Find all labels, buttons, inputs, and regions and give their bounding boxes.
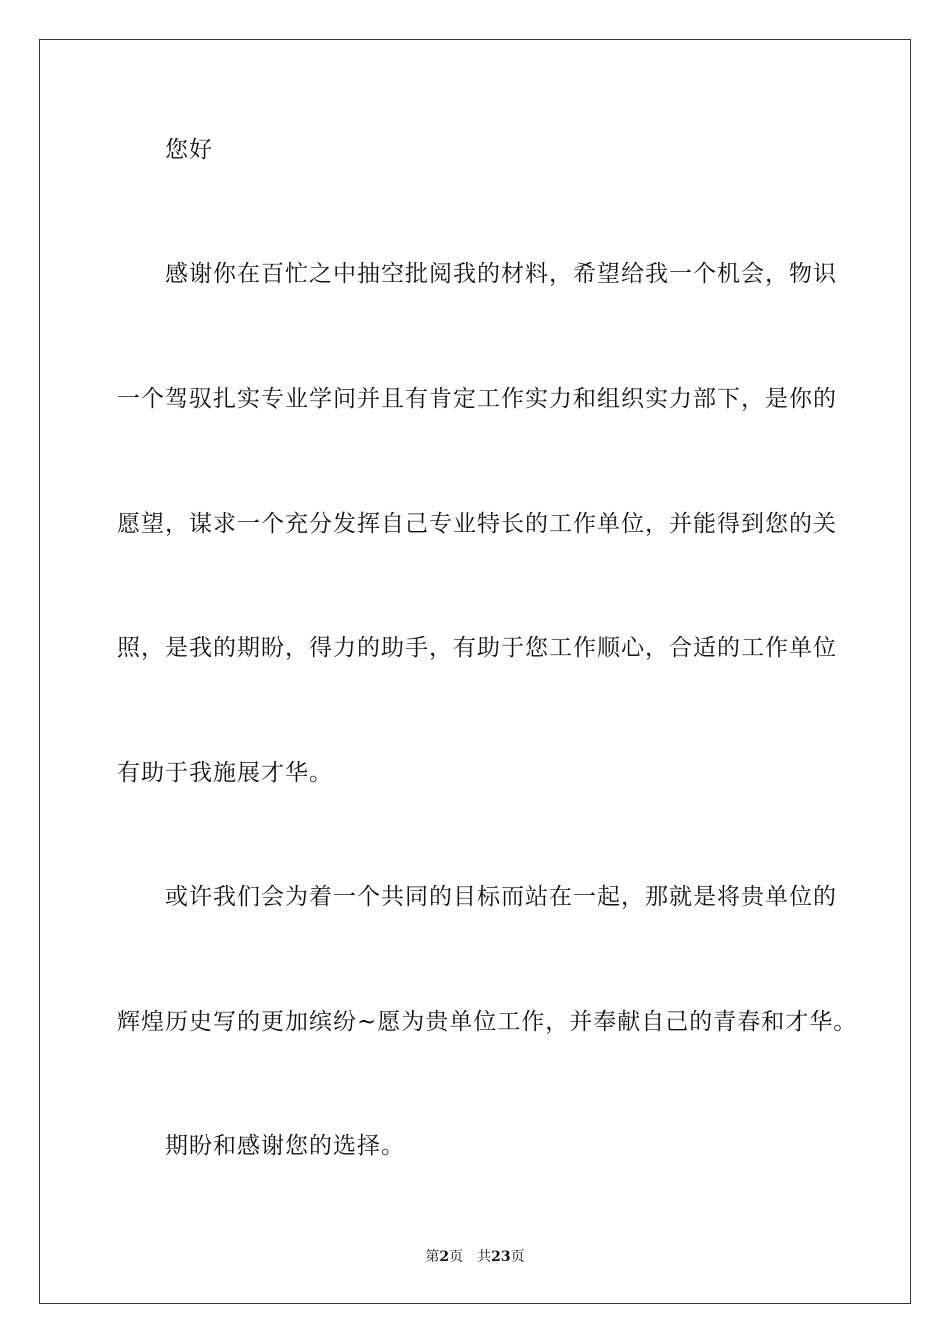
paragraph-2-line-2: 辉煌历史写的更加缤纷~愿为贵单位工作，并奉献自己的青春和才华。	[117, 1009, 858, 1035]
total-pages: 23	[491, 1249, 511, 1265]
closing-line: 期盼和感谢您的选择。	[165, 1133, 405, 1159]
greeting: 您好	[165, 137, 213, 163]
paragraph-1-line-3: 愿望，谋求一个充分发挥自己专业特长的工作单位，并能得到您的关	[117, 511, 837, 537]
paragraph-1-line-1: 感谢你在百忙之中抽空批阅我的材料，希望给我一个机会，物识	[165, 261, 837, 287]
page-number: 2	[439, 1249, 450, 1265]
page-suffix: 页	[449, 1249, 464, 1265]
page-prefix: 第	[425, 1249, 440, 1265]
paragraph-2-line-1: 或许我们会为着一个共同的目标而站在一起，那就是将贵单位的	[165, 884, 837, 910]
total-prefix: 共	[477, 1249, 492, 1265]
total-suffix: 页	[510, 1249, 525, 1265]
page-border	[39, 39, 911, 1304]
paragraph-1-line-5: 有助于我施展才华。	[117, 760, 333, 786]
page-footer	[0, 1248, 950, 1266]
paragraph-1-line-4: 照，是我的期盼，得力的助手，有助于您工作顺心，合适的工作单位	[117, 635, 837, 661]
paragraph-1-line-2: 一个驾驭扎实专业学问并且有肯定工作实力和组织实力部下，是你的	[117, 386, 837, 412]
